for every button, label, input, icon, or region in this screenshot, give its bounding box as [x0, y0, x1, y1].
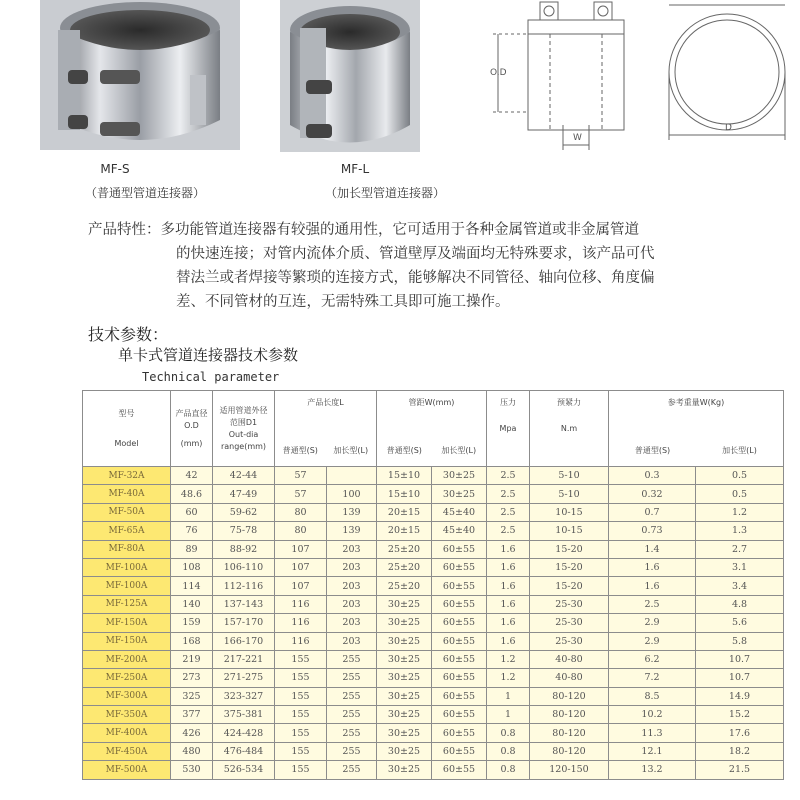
table-cell: 3.1: [696, 558, 784, 576]
table-cell: 25-30: [530, 614, 609, 632]
table-cell: 1.6: [609, 558, 696, 576]
table-cell: 100: [327, 485, 377, 503]
table-cell: 30±25: [377, 669, 432, 687]
model-cell: MF-200A: [83, 650, 171, 668]
spec-table: [82, 390, 784, 780]
header-gap-long: 加长型(L): [441, 446, 477, 455]
table-cell: 25±20: [377, 540, 432, 558]
model-cell: MF-450A: [83, 742, 171, 760]
table-cell: 203: [327, 632, 377, 650]
table-cell: 89: [171, 540, 213, 558]
table-cell: 155: [275, 706, 327, 724]
table-cell: 30±25: [377, 632, 432, 650]
model-cell: MF-80A: [83, 540, 171, 558]
table-row: [83, 724, 784, 742]
header-length-long: 加长型(L): [333, 446, 369, 455]
table-cell: 108: [171, 558, 213, 576]
table-cell: 0.32: [609, 485, 696, 503]
table-cell: 80-120: [530, 724, 609, 742]
header-torque: 预紧力 N.m: [530, 391, 609, 467]
table-cell: 271-275: [213, 669, 275, 687]
table-cell: 2.5: [487, 503, 530, 521]
table-title-en: Technical parameter: [142, 370, 280, 384]
table-cell: 0.5: [696, 467, 784, 485]
table-cell: 11.3: [609, 724, 696, 742]
table-cell: 60: [171, 503, 213, 521]
table-cell: 40-80: [530, 669, 609, 687]
w-dimension-label: W: [573, 133, 582, 143]
table-row: [83, 614, 784, 632]
table-row: [83, 595, 784, 613]
table-cell: 60±55: [432, 650, 487, 668]
table-cell: 203: [327, 540, 377, 558]
table-cell: 203: [327, 577, 377, 595]
table-cell: 1.2: [696, 503, 784, 521]
table-cell: 60±55: [432, 724, 487, 742]
table-cell: 166-170: [213, 632, 275, 650]
features-line-2: 的快速连接；对管内流体介质、管道壁厚及端面均无特殊要求，该产品可代: [176, 246, 655, 262]
table-cell: 30±25: [432, 485, 487, 503]
table-cell: 6.2: [609, 650, 696, 668]
table-cell: 203: [327, 595, 377, 613]
table-cell: 203: [327, 558, 377, 576]
table-cell: 155: [275, 761, 327, 779]
features-label: 产品特性：: [88, 222, 161, 238]
table-row: [83, 485, 784, 503]
table-cell: 526-534: [213, 761, 275, 779]
table-cell: 60±55: [432, 614, 487, 632]
table-cell: 323-327: [213, 687, 275, 705]
table-cell: 255: [327, 761, 377, 779]
table-title: 单卡式管道连接器技术参数: [118, 346, 299, 364]
table-cell: 0.5: [696, 485, 784, 503]
table-cell: 80: [275, 522, 327, 540]
table-cell: 0.8: [487, 761, 530, 779]
table-cell: 273: [171, 669, 213, 687]
table-row: [83, 503, 784, 521]
features-line-4: 差、不同管材的互连，无需特殊工具即可施工操作。: [176, 294, 510, 310]
header-weight: 参考重量W(Kg) 普通型(S) 加长型(L): [609, 391, 784, 467]
table-cell: 47-49: [213, 485, 275, 503]
table-cell: 0.8: [487, 724, 530, 742]
table-cell: 476-484: [213, 742, 275, 760]
table-cell: 60±55: [432, 706, 487, 724]
header-gap-std: 普通型(S): [386, 446, 422, 455]
model-cell: MF-350A: [83, 706, 171, 724]
table-row: [83, 577, 784, 595]
table-cell: 1.3: [696, 522, 784, 540]
model-cell: MF-125A: [83, 595, 171, 613]
table-cell: 1: [487, 706, 530, 724]
table-cell: 155: [275, 742, 327, 760]
table-cell: 1.6: [487, 632, 530, 650]
model-cell: MF-100A: [83, 558, 171, 576]
table-cell: 25±20: [377, 577, 432, 595]
table-cell: 255: [327, 687, 377, 705]
table-cell: 25-30: [530, 595, 609, 613]
table-cell: 5-10: [530, 485, 609, 503]
header-length-std: 普通型(S): [282, 446, 318, 455]
table-cell: 1.6: [609, 577, 696, 595]
table-cell: 255: [327, 742, 377, 760]
table-cell: 1: [487, 687, 530, 705]
table-row: [83, 540, 784, 558]
table-cell: 1.2: [487, 650, 530, 668]
table-cell: 112-116: [213, 577, 275, 595]
table-cell: 57: [275, 467, 327, 485]
table-cell: 60±55: [432, 540, 487, 558]
table-cell: 45±40: [432, 503, 487, 521]
table-cell: 155: [275, 669, 327, 687]
table-cell: 5.8: [696, 632, 784, 650]
table-cell: 530: [171, 761, 213, 779]
table-cell: 20±15: [377, 503, 432, 521]
table-cell: 1.6: [487, 558, 530, 576]
table-cell: 18.2: [696, 742, 784, 760]
table-cell: 30±25: [377, 687, 432, 705]
product-features: [88, 218, 788, 314]
table-cell: 2.5: [487, 522, 530, 540]
table-cell: 2.7: [696, 540, 784, 558]
table-cell: 203: [327, 614, 377, 632]
header-gap: 管距W(mm) 普通型(S) 加长型(L): [377, 391, 487, 467]
table-cell: 2.5: [487, 485, 530, 503]
model-cell: MF-50A: [83, 503, 171, 521]
table-cell: 377: [171, 706, 213, 724]
table-cell: 10-15: [530, 503, 609, 521]
tech-params-heading: 技术参数：: [88, 325, 169, 344]
table-cell: 3.4: [696, 577, 784, 595]
table-cell: 5.6: [696, 614, 784, 632]
table-cell: 42: [171, 467, 213, 485]
table-cell: 60±55: [432, 742, 487, 760]
table-cell: 60±55: [432, 761, 487, 779]
table-cell: 15-20: [530, 540, 609, 558]
table-cell: 1.6: [487, 595, 530, 613]
table-cell: 15-20: [530, 577, 609, 595]
table-row: [83, 706, 784, 724]
product-name-mf-s: （普通型管道连接器）: [84, 186, 205, 200]
table-row: [83, 761, 784, 779]
table-row: [83, 742, 784, 760]
table-cell: 30±25: [377, 614, 432, 632]
table-row: [83, 632, 784, 650]
model-cell: MF-250A: [83, 669, 171, 687]
table-cell: 480: [171, 742, 213, 760]
features-line-3: 替法兰或者焊接等繁琐的连接方式，能够解决不同管径、轴向位移、角度偏: [176, 270, 655, 286]
table-cell: 10-15: [530, 522, 609, 540]
product-photo-mf-l: [280, 0, 420, 152]
table-cell: 139: [327, 522, 377, 540]
table-cell: 219: [171, 650, 213, 668]
front-view-drawing: [655, 0, 800, 152]
product-photo-mf-s: [40, 0, 240, 150]
header-pressure: 压力 Mpa: [487, 391, 530, 467]
table-cell: 7.2: [609, 669, 696, 687]
table-cell: 45±40: [432, 522, 487, 540]
table-cell: 1.6: [487, 614, 530, 632]
table-cell: 15±10: [377, 485, 432, 503]
table-cell: [327, 467, 377, 485]
table-cell: 12.1: [609, 742, 696, 760]
table-row: [83, 687, 784, 705]
header-length: 产品长度L 普通型(S) 加长型(L): [275, 391, 377, 467]
table-cell: 13.2: [609, 761, 696, 779]
model-cell: MF-100A: [83, 577, 171, 595]
d-dimension-label: D: [725, 123, 732, 133]
table-row: [83, 522, 784, 540]
model-cell: MF-400A: [83, 724, 171, 742]
table-cell: 30±25: [432, 467, 487, 485]
table-cell: 2.9: [609, 632, 696, 650]
table-cell: 1.6: [487, 577, 530, 595]
table-cell: 57: [275, 485, 327, 503]
table-cell: 8.5: [609, 687, 696, 705]
table-cell: 140: [171, 595, 213, 613]
table-cell: 1.6: [487, 540, 530, 558]
product-code-mf-l: MF-L: [340, 162, 370, 176]
table-cell: 60±55: [432, 558, 487, 576]
table-cell: 80: [275, 503, 327, 521]
model-cell: MF-150A: [83, 614, 171, 632]
table-cell: 14.9: [696, 687, 784, 705]
table-cell: 155: [275, 650, 327, 668]
model-cell: MF-32A: [83, 467, 171, 485]
table-cell: 30±25: [377, 650, 432, 668]
table-cell: 30±25: [377, 761, 432, 779]
table-cell: 75-78: [213, 522, 275, 540]
table-cell: 5-10: [530, 467, 609, 485]
table-cell: 88-92: [213, 540, 275, 558]
table-cell: 17.6: [696, 724, 784, 742]
table-cell: 168: [171, 632, 213, 650]
table-cell: 1.4: [609, 540, 696, 558]
table-cell: 255: [327, 706, 377, 724]
header-od: 产品直径 O.D (mm): [171, 391, 213, 467]
table-cell: 375-381: [213, 706, 275, 724]
table-cell: 30±25: [377, 742, 432, 760]
model-cell: MF-65A: [83, 522, 171, 540]
side-view-drawing: [488, 0, 648, 152]
table-cell: 2.5: [609, 595, 696, 613]
table-cell: 155: [275, 687, 327, 705]
table-cell: 10.7: [696, 669, 784, 687]
table-cell: 80-120: [530, 706, 609, 724]
table-cell: 255: [327, 724, 377, 742]
table-cell: 157-170: [213, 614, 275, 632]
table-cell: 107: [275, 558, 327, 576]
table-cell: 325: [171, 687, 213, 705]
table-cell: 21.5: [696, 761, 784, 779]
table-cell: 80-120: [530, 687, 609, 705]
table-cell: 30±25: [377, 595, 432, 613]
header-range: 适用管道外径 范围D1 Out-dia range(mm): [213, 391, 275, 467]
table-cell: 4.8: [696, 595, 784, 613]
table-cell: 0.73: [609, 522, 696, 540]
table-cell: 30±25: [377, 724, 432, 742]
table-cell: 80-120: [530, 742, 609, 760]
table-cell: 15±10: [377, 467, 432, 485]
table-cell: 15-20: [530, 558, 609, 576]
table-cell: 255: [327, 650, 377, 668]
table-row: [83, 558, 784, 576]
table-cell: 20±15: [377, 522, 432, 540]
header-weight-long: 加长型(L): [722, 446, 757, 455]
features-line-1: 多功能管道连接器有较强的通用性，它可适用于各种金属管道或非金属管道: [160, 222, 639, 238]
table-cell: 116: [275, 632, 327, 650]
table-cell: 60±55: [432, 577, 487, 595]
table-cell: 2.9: [609, 614, 696, 632]
od-dimension-label: O.D: [490, 68, 507, 78]
product-code-mf-s: MF-S: [100, 162, 130, 176]
model-cell: MF-150A: [83, 632, 171, 650]
model-cell: MF-300A: [83, 687, 171, 705]
table-cell: 137-143: [213, 595, 275, 613]
table-cell: 426: [171, 724, 213, 742]
table-cell: 120-150: [530, 761, 609, 779]
table-cell: 60±55: [432, 687, 487, 705]
table-cell: 25-30: [530, 632, 609, 650]
table-cell: 40-80: [530, 650, 609, 668]
table-cell: 2.5: [487, 467, 530, 485]
table-cell: 76: [171, 522, 213, 540]
table-cell: 424-428: [213, 724, 275, 742]
table-cell: 60±55: [432, 632, 487, 650]
table-cell: 107: [275, 540, 327, 558]
table-cell: 0.3: [609, 467, 696, 485]
table-cell: 30±25: [377, 706, 432, 724]
table-cell: 60±55: [432, 669, 487, 687]
product-name-mf-l: （加长型管道连接器）: [324, 186, 445, 200]
table-cell: 106-110: [213, 558, 275, 576]
table-cell: 155: [275, 724, 327, 742]
table-cell: 255: [327, 669, 377, 687]
table-cell: 116: [275, 595, 327, 613]
table-cell: 159: [171, 614, 213, 632]
table-row: [83, 669, 784, 687]
table-cell: 10.2: [609, 706, 696, 724]
table-row: [83, 467, 784, 485]
model-cell: MF-500A: [83, 761, 171, 779]
model-cell: MF-40A: [83, 485, 171, 503]
table-cell: 0.8: [487, 742, 530, 760]
table-cell: 107: [275, 577, 327, 595]
table-cell: 139: [327, 503, 377, 521]
table-cell: 48.6: [171, 485, 213, 503]
table-cell: 0.7: [609, 503, 696, 521]
table-cell: 59-62: [213, 503, 275, 521]
table-cell: 60±55: [432, 595, 487, 613]
table-cell: 25±20: [377, 558, 432, 576]
header-weight-std: 普通型(S): [634, 446, 671, 455]
table-cell: 116: [275, 614, 327, 632]
table-cell: 1.2: [487, 669, 530, 687]
table-cell: 15.2: [696, 706, 784, 724]
header-model: 型号 Model: [83, 391, 171, 467]
table-cell: 114: [171, 577, 213, 595]
table-cell: 42-44: [213, 467, 275, 485]
table-cell: 10.7: [696, 650, 784, 668]
table-cell: 217-221: [213, 650, 275, 668]
table-row: [83, 650, 784, 668]
